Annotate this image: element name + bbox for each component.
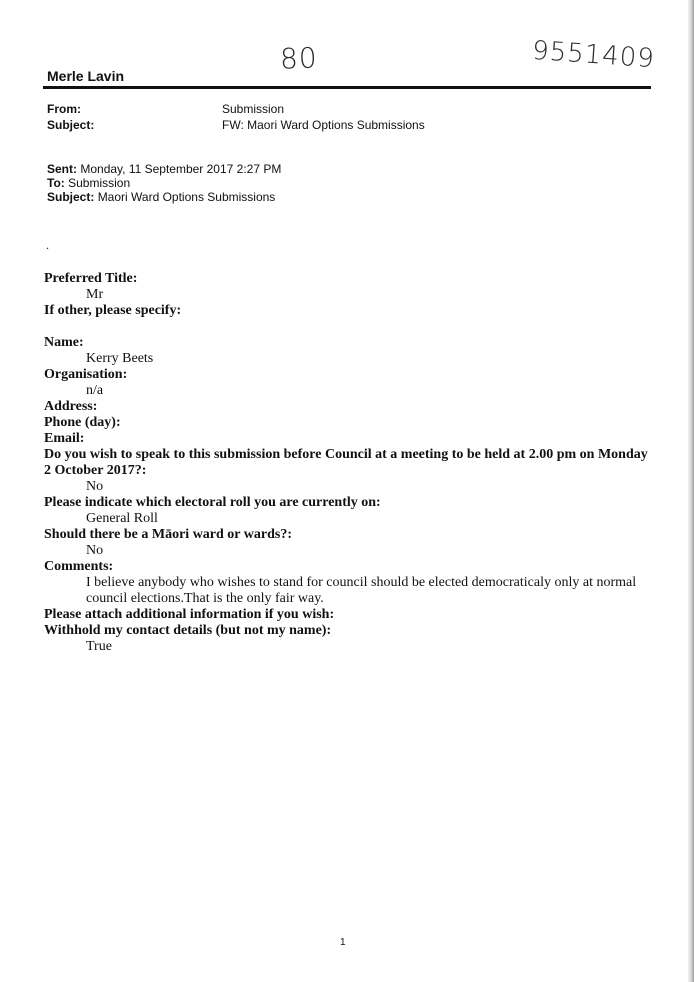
handwritten-number: 80: [279, 41, 319, 76]
speak-question: Do you wish to speak to this submission before Council at a meeting to be held at 2.00 pm on Monday 2 October 2017?:: [44, 447, 648, 478]
sent-value: Monday, 11 September 2017 2:27 PM: [80, 162, 282, 176]
forward-header: [47, 101, 425, 133]
sent-label: Sent:: [47, 162, 77, 176]
preferred-title-question: Preferred Title:: [44, 271, 138, 286]
name-answer: Kerry Beets: [86, 351, 154, 366]
maori-ward-question: Should there be a Māori ward or wards?:: [44, 527, 292, 542]
organisation-question: Organisation:: [44, 367, 128, 382]
to-label: To:: [47, 176, 65, 190]
electoral-roll-answer: General Roll: [86, 511, 158, 526]
preferred-title-answer: Mr: [86, 287, 104, 302]
withhold-question: Withhold my contact details (but not my name):: [44, 623, 332, 638]
original-header: [47, 162, 281, 204]
maori-ward-answer: No: [86, 543, 104, 558]
spacer: [44, 319, 654, 335]
electoral-roll-question: Please indicate which electoral roll you are currently on:: [44, 495, 381, 510]
mailbox-owner: Merle Lavin: [47, 68, 125, 84]
from-row: [47, 101, 425, 117]
forward-subject-label: Subject:: [47, 118, 95, 132]
comments-answer: I believe anybody who wishes to stand for council should be elected democraticaly only at normal council elections.That is the only fair way.: [86, 575, 637, 606]
address-question: Address:: [44, 399, 98, 414]
speak-answer: No: [86, 479, 104, 494]
page-number: 1: [340, 937, 346, 948]
forward-subject-row: [47, 117, 425, 133]
original-subject-label: Subject:: [47, 190, 95, 204]
sent-row: [47, 162, 281, 176]
withhold-answer: True: [86, 639, 112, 654]
original-subject-value: Maori Ward Options Submissions: [97, 190, 276, 204]
from-label: From:: [47, 102, 81, 116]
email-question: Email:: [44, 431, 85, 446]
to-value: Submission: [68, 176, 131, 190]
phone-question: Phone (day):: [44, 415, 121, 430]
organisation-answer: n/a: [86, 383, 104, 398]
header-rule: [43, 86, 651, 89]
to-row: [47, 176, 281, 190]
submission-form: [44, 271, 654, 655]
forward-subject-value: FW: Maori Ward Options Submissions: [222, 118, 425, 132]
stray-dot: .: [46, 238, 49, 252]
from-value: Submission: [222, 102, 285, 116]
name-question: Name:: [44, 335, 84, 350]
comments-question: Comments:: [44, 559, 114, 574]
scan-edge: [688, 0, 694, 982]
other-specify-question: If other, please specify:: [44, 303, 182, 318]
attach-question: Please attach additional information if you wish:: [44, 607, 335, 622]
handwritten-document-id: 9551409: [531, 35, 656, 75]
original-subject-row: [47, 190, 281, 204]
